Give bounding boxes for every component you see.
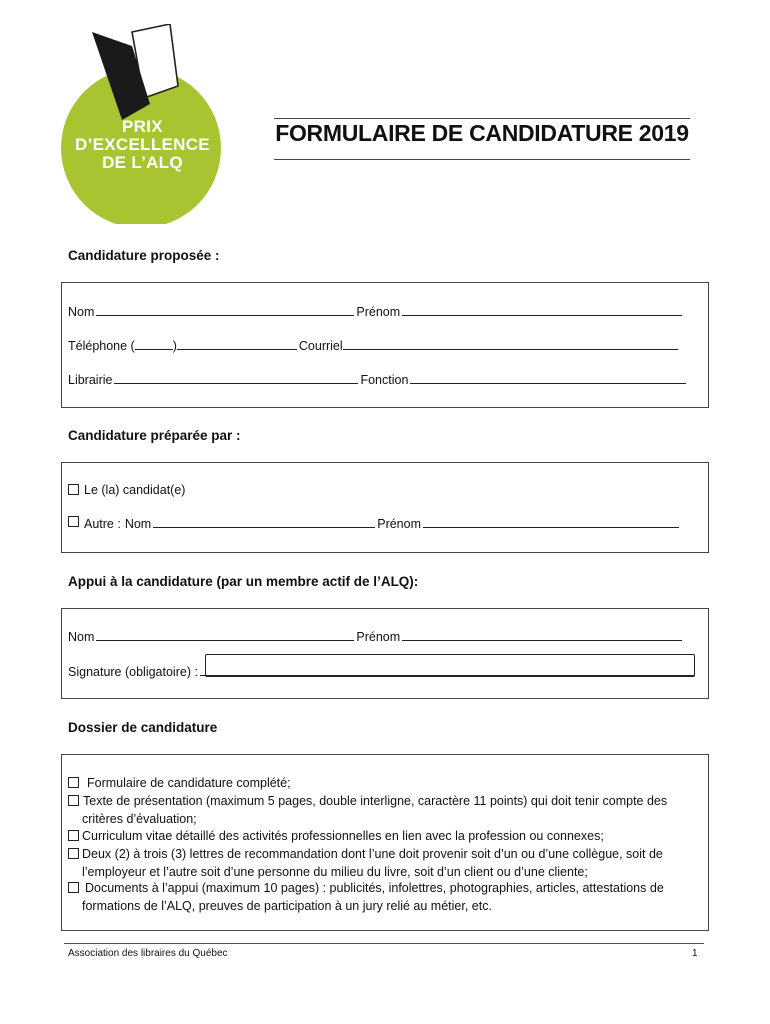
dossier-checkbox-1[interactable] [68, 777, 79, 788]
dossier-item-1-text: Formulaire de candidature complété; [87, 776, 291, 790]
logo-line-3: DE L’ALQ [102, 153, 183, 172]
dossier-checkbox-5[interactable] [68, 882, 79, 893]
row-autre [68, 516, 681, 531]
courriel-label: Courriel [298, 339, 343, 353]
telephone-close-paren: ) [172, 339, 177, 353]
dossier-checkbox-2[interactable] [68, 795, 79, 806]
dossier-checkbox-4[interactable] [68, 848, 79, 859]
footer-page-number: 1 [692, 948, 698, 959]
alq-logo [60, 24, 225, 224]
librairie-label: Librairie [68, 373, 113, 387]
section-appui-box [61, 608, 709, 699]
telephone-number-field[interactable] [177, 348, 297, 350]
row-telephone-courriel [68, 339, 678, 353]
page-title: FORMULAIRE DE CANDIDATURE 2019 [275, 120, 689, 146]
option-candidat[interactable] [68, 482, 185, 499]
title-top-rule [274, 118, 690, 119]
dossier-item-texte [68, 793, 702, 828]
autre-nom-field[interactable] [153, 526, 375, 528]
dossier-item-2-line2: critères d’évaluation; [82, 811, 197, 826]
dossier-item-formulaire [68, 775, 702, 793]
checkbox-autre[interactable] [68, 516, 79, 527]
checkbox-candidat[interactable] [68, 484, 79, 495]
dossier-item-5-line2: formations de l’ALQ, preuves de participation à un jury relié au métier, etc. [82, 898, 492, 913]
dossier-item-2-line1: Texte de présentation (maximum 5 pages, double interligne, caractère 11 points) qui doit tenir compte des [83, 794, 668, 808]
librairie-field[interactable] [114, 382, 358, 384]
courriel-field[interactable] [343, 348, 678, 350]
dossier-item-cv [68, 828, 702, 846]
logo-line-2: D’EXCELLENCE [75, 135, 210, 154]
dossier-item-documents [68, 880, 702, 915]
signature-label: Signature (obligatoire) : [68, 665, 198, 679]
fonction-field[interactable] [410, 382, 686, 384]
fonction-label: Fonction [360, 373, 409, 387]
option-candidat-label: Le (la) candidat(e) [84, 483, 186, 497]
telephone-area-code-field[interactable] [135, 348, 173, 350]
section-preparee-par-heading: Candidature préparée par : [68, 428, 241, 443]
section-candidature-proposee-heading: Candidature proposée : [68, 248, 220, 263]
autre-prenom-label: Prénom [377, 517, 422, 531]
footer-rule [64, 943, 704, 944]
nom-label: Nom [68, 305, 95, 319]
prenom-label: Prénom [356, 305, 401, 319]
appui-prenom-field[interactable] [402, 639, 682, 641]
row-librairie-fonction [68, 373, 688, 387]
dossier-item-5-line1: Documents à l’appui (maximum 10 pages) : publicités, infolettres, photographies, articles, attestations de [85, 881, 664, 895]
footer-organization: Association des libraires du Québec [68, 948, 228, 959]
autre-prenom-field[interactable] [423, 526, 679, 528]
signature-field[interactable] [205, 654, 695, 677]
section-dossier-heading: Dossier de candidature [68, 720, 218, 735]
appui-nom-field[interactable] [96, 639, 354, 641]
prenom-field[interactable] [402, 314, 682, 316]
dossier-item-4-line2: l’employeur et l’autre soit d’une personne du milieu du livre, soit d’un client ou d’une cliente; [82, 864, 588, 879]
section-preparee-par-box [61, 462, 709, 553]
logo-line-1: PRIX [122, 117, 163, 136]
dossier-item-lettres [68, 846, 702, 881]
telephone-label: Téléphone ( [68, 339, 135, 353]
section-appui-heading: Appui à la candidature (par un membre actif de l’ALQ): [68, 574, 419, 589]
autre-nom-label: Nom [124, 517, 152, 531]
autre-label: Autre : [84, 517, 121, 531]
dossier-checkbox-3[interactable] [68, 830, 79, 841]
row-nom-prenom [68, 305, 684, 319]
appui-prenom-label: Prénom [356, 630, 401, 644]
nom-field[interactable] [96, 314, 354, 316]
appui-nom-label: Nom [68, 630, 95, 644]
dossier-item-4-line1: Deux (2) à trois (3) lettres de recommandation dont l’une doit provenir soit d’un ou d’une collègue, soit de [82, 847, 663, 861]
section-candidature-proposee-box [61, 282, 709, 408]
title-bottom-rule [274, 159, 690, 160]
dossier-item-3-text: Curriculum vitae détaillé des activités professionnelles en lien avec la profession ou connexes; [82, 829, 604, 843]
row-appui-nom-prenom [68, 630, 684, 644]
logo-text [60, 118, 225, 172]
